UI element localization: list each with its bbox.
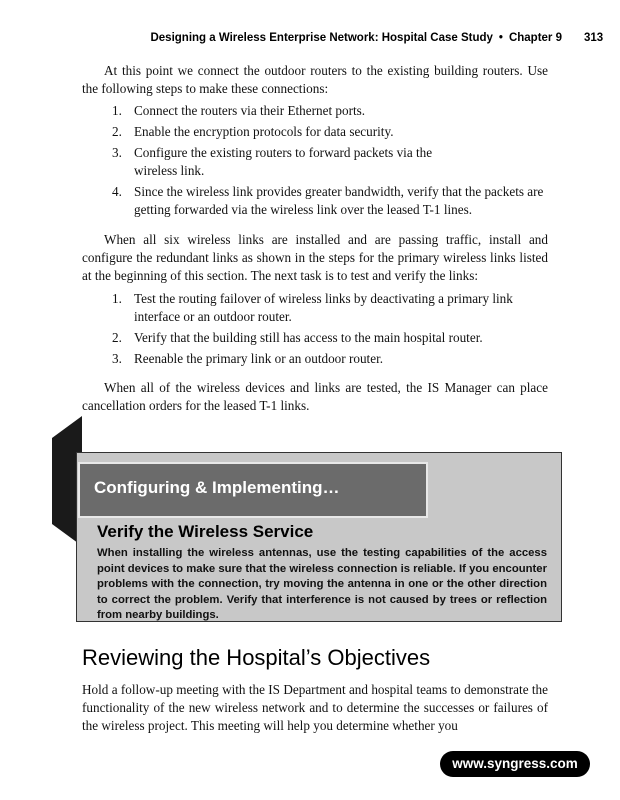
- list-item: [82, 350, 552, 368]
- page-number: 313: [584, 32, 604, 44]
- running-head-chapter: Chapter 9: [508, 32, 562, 44]
- sidebar-body: When installing the wireless antennas, use the testing capabilities of the access point devices to make sure that the wireless connection is reliable. If you encounter problems with the connection, try moving the antenna in one or the other direction to correct the problem. Verify that interference is not caused by trees or reflection from nearby buildings.: [97, 547, 547, 621]
- list-item: [82, 183, 552, 219]
- list-item: [82, 102, 552, 120]
- running-head-title: Designing a Wireless Enterprise Network: Hospital Case Study: [150, 32, 493, 44]
- paragraph-4: Hold a follow-up meeting with the IS Department and hospital teams to demonstrate the functionality of the new wireless network and to determine the successes or failures of the wireless project. This meeting will help you determine whether you: [82, 682, 548, 733]
- section-heading: Reviewing the Hospital’s Objectives: [82, 645, 431, 670]
- running-head-separator: •: [498, 32, 503, 44]
- sidebar-banner: Configuring & Implementing…: [78, 462, 428, 518]
- list-item-text: Enable the encryption protocols for data security.: [134, 124, 394, 139]
- list-item-number: 1.: [112, 103, 122, 118]
- list-item-number: 3.: [112, 351, 122, 366]
- list-item-number: 4.: [112, 184, 122, 199]
- list-item-text: Test the routing failover of wireless links by deactivating a primary link interface or an outdoor router.: [134, 291, 513, 324]
- connection-steps-list: [82, 102, 552, 222]
- paragraph-1: At this point we connect the outdoor routers to the existing building routers. Use the following steps to make these connections:: [82, 63, 548, 96]
- paragraph-3: When all of the wireless devices and links are tested, the IS Manager can place cancellation orders for the leased T-1 links.: [82, 380, 548, 413]
- list-item-number: 2.: [112, 124, 122, 139]
- paragraph-4-block: [82, 681, 548, 735]
- paragraph-1-block: [82, 62, 548, 98]
- footer-url-badge[interactable]: www.syngress.com: [440, 751, 590, 777]
- list-item: [82, 123, 552, 141]
- list-item-text: Reenable the primary link or an outdoor router.: [134, 351, 384, 366]
- list-item: [82, 290, 552, 326]
- paragraph-3-block: [82, 379, 548, 415]
- list-item-number: 3.: [112, 145, 122, 160]
- paragraph-2-block: [82, 231, 548, 285]
- verification-steps-list: [82, 290, 552, 371]
- list-item-text: Connect the routers via their Ethernet ports.: [134, 103, 366, 118]
- list-item-number: 2.: [112, 330, 122, 345]
- list-item-text: Verify that the building still has access to the main hospital router.: [134, 330, 483, 345]
- paragraph-2: When all six wireless links are installed and are passing traffic, install and configure the redundant links as shown in the steps for the primary wireless links listed at the beginning of this section. The next task is to test and verify the links:: [82, 232, 548, 283]
- sidebar-title: Verify the Wireless Service: [97, 522, 314, 541]
- list-item-text: Configure the existing routers to forward packets via the wireless link.: [134, 145, 433, 178]
- list-item-number: 1.: [112, 291, 122, 306]
- list-item-text: Since the wireless link provides greater bandwidth, verify that the packets are getting forwarded via the wireless link over the leased T-1 lines.: [134, 184, 544, 217]
- list-item: [82, 144, 552, 180]
- running-head: [150, 32, 610, 44]
- list-item: [82, 329, 552, 347]
